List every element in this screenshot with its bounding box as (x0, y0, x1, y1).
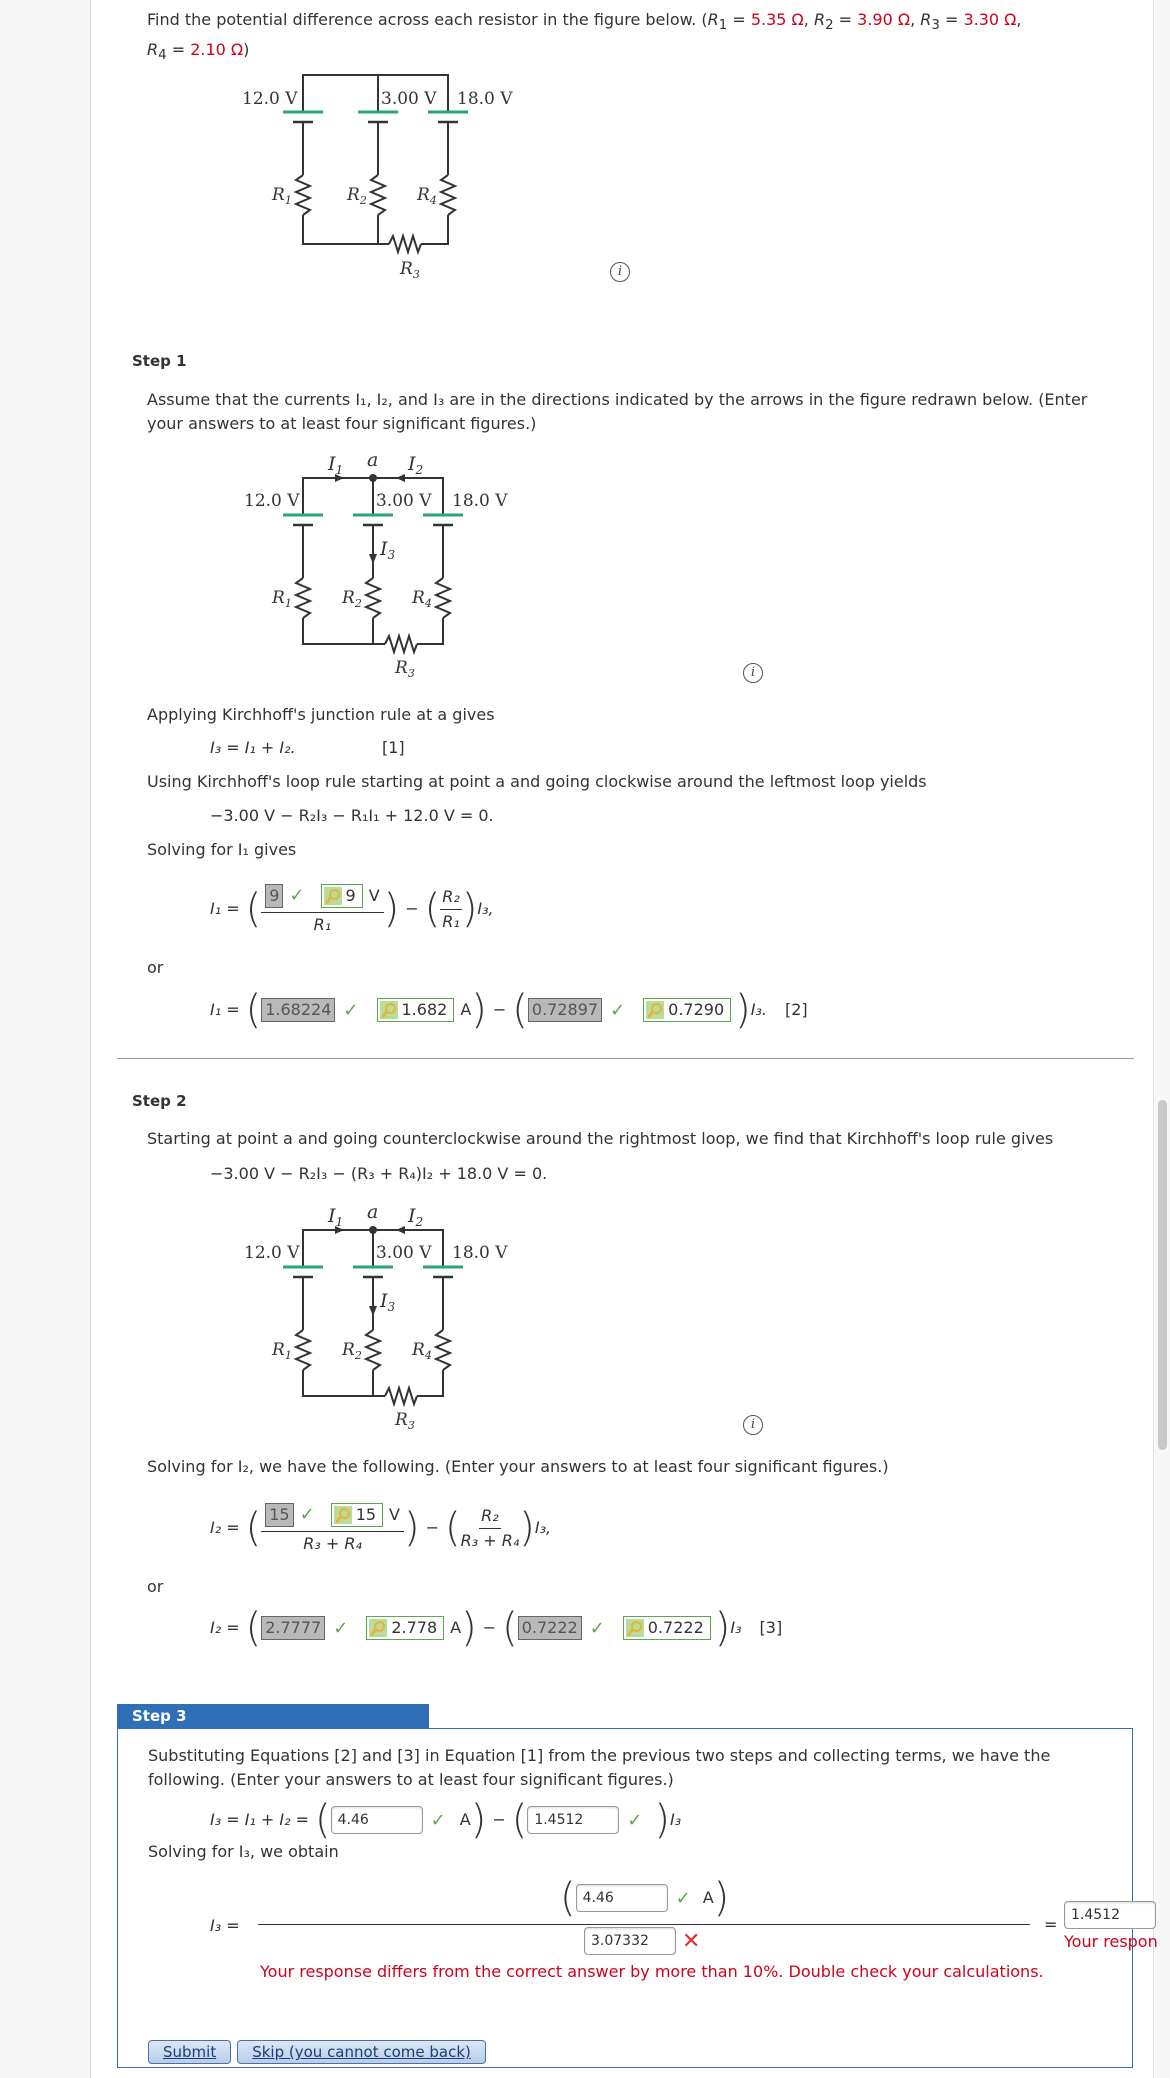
check-icon: ✓ (299, 1504, 315, 1525)
answer-key-15: 15 (331, 1503, 383, 1527)
battery-label-3v: 3.00 V (376, 1243, 432, 1263)
i1-lhs: I₁ = (210, 899, 240, 918)
loop-text: Using Kirchhoff's loop rule starting at point a and going clockwise around the leftmost loop yields (147, 772, 927, 791)
answer-key-0.7222: 0.7222 (623, 1616, 711, 1640)
r2-label: R (813, 10, 826, 29)
content-border-right (1153, 0, 1154, 2078)
current-label-i2: $I_2$ (408, 1205, 424, 1229)
check-icon: ✓ (430, 1809, 446, 1831)
answer-gray-15: 15 (265, 1503, 293, 1527)
r4-value: 2.10 Ω (190, 40, 244, 60)
r1-value: 5.35 Ω (750, 10, 804, 29)
skip-button[interactable]: Skip (you cannot come back) (237, 2040, 486, 2064)
resistor-label-r4: $R_4$ (412, 588, 432, 610)
resistor-label-r1: $R_1$ (272, 185, 292, 207)
battery-label-3v: 3.00 V (381, 89, 437, 109)
scrollbar-thumb[interactable] (1158, 1100, 1167, 1450)
junction-text: Applying Kirchhoff's junction rule at a gives (147, 705, 495, 724)
check-icon: ✓ (610, 999, 626, 1021)
answer-input-2[interactable]: 1.4512 (527, 1806, 619, 1834)
circuit-figure-1 (235, 70, 520, 280)
i2-equation: I₂ = ( 15 ✓ 15 V R₃ + R₄ ) − ( $\frac{\text{R₂}}{\text{R₃ + R₄}}$ ) I₃, (210, 1492, 551, 1564)
i1-tail: I₃, (477, 899, 494, 918)
solving-i1-text: Solving for I₁ gives (147, 840, 297, 859)
denominator-input[interactable]: 3.07332 (584, 1927, 676, 1955)
r3-value: 3.30 Ω (963, 10, 1017, 29)
answer-key-1.682: 1.682 (377, 998, 455, 1022)
resistor-label-r2: $R_2$ (342, 588, 362, 610)
r4-sub: 4 (158, 48, 167, 64)
solving-i2-text: Solving for I₂, we have the following. (Enter your answers to at least four significant figures.) (147, 1457, 889, 1476)
equation-3-ref: [3] (759, 1618, 783, 1637)
battery-label-12v: 12.0 V (244, 491, 300, 511)
action-buttons (148, 2040, 486, 2064)
circuit-figure-2 (235, 448, 520, 678)
or-text: or (147, 958, 164, 977)
step3-label: Step 3 (117, 1704, 429, 1728)
equation-1-ref: [1] (382, 738, 405, 757)
loop-equation: −3.00 V − R₂I₃ − R₁I₁ + 12.0 V = 0. (210, 806, 494, 825)
current-label-i3: $I_3$ (380, 538, 396, 562)
i3-lhs: I₃ = (210, 1916, 240, 1935)
step-divider (117, 1058, 1134, 1059)
key-icon (646, 1001, 664, 1019)
key-icon (324, 887, 342, 905)
r3-sub: 3 (931, 18, 940, 34)
step3-intro: Substituting Equations [2] and [3] in Equation [1] from the previous two steps and collecting terms, we have the following. (Enter your answers to at least four significant figures.) (148, 1746, 1051, 1789)
problem-prefix: Find the potential difference across each resistor in the figure below. ( (147, 10, 708, 29)
r1-sub: 1 (718, 18, 728, 34)
info-icon[interactable]: i (743, 1415, 763, 1435)
battery-label-18v: 18.0 V (452, 1243, 508, 1263)
circuit-figure-3 (235, 1200, 520, 1430)
r1-label: R (707, 10, 719, 29)
i3-denominator (584, 1927, 700, 1955)
right-gutter (1155, 0, 1170, 2078)
answer-key-9: 9 (321, 884, 363, 908)
check-icon: ✓ (627, 1809, 643, 1831)
answer-gray-1.68224: 1.68224 (261, 998, 335, 1022)
result-input[interactable]: 1.4512 (1064, 1901, 1156, 1929)
key-icon (626, 1619, 644, 1637)
answer-gray-2.7777: 2.7777 (261, 1616, 325, 1640)
step1-label: Step 1 (132, 352, 187, 370)
info-icon[interactable]: i (743, 663, 763, 683)
r2-value: 3.90 Ω (857, 10, 911, 29)
check-icon: ✓ (343, 999, 359, 1021)
i2-numeric-equation: I₂ = ( 2.7777 ✓ 2.778 A ) − ( 0.7222 ✓ 0.7222 ) I₃ [3] (210, 1605, 783, 1651)
equals-sign: = (1044, 1915, 1058, 1934)
step2-label: Step 2 (132, 1092, 187, 1110)
x-icon: ✕ (682, 1928, 701, 1954)
i2-fraction: 15 ✓ 15 V R₃ + R₄ (261, 1501, 404, 1556)
current-label-i1: $I_1$ (328, 1205, 344, 1229)
content-border-left (90, 0, 91, 2078)
i3-sum-equation: I₃ = I₁ + I₂ = ( 4.46 ✓ A ) − ( 1.4512 ✓ ) I₃ (210, 1797, 682, 1843)
resistor-label-r3: $R_3$ (400, 259, 420, 280)
resistor-label-r1: $R_1$ (272, 1340, 292, 1362)
i1-fraction (261, 882, 383, 937)
battery-label-18v: 18.0 V (452, 491, 508, 511)
battery-label-12v: 12.0 V (242, 89, 298, 109)
resistor-label-r2: $R_2$ (347, 185, 367, 207)
solving-i3-text: Solving for I₃, we obtain (148, 1842, 339, 1861)
r3-label: R (920, 10, 932, 29)
resistor-label-r3: $R_3$ (395, 658, 415, 678)
fraction-bar (258, 1924, 1030, 1925)
problem-suffix: ) (243, 40, 250, 60)
i1-numeric-equation: I₁ = ( 1.68224 ✓ 1.682 A ) − ( 0.72897 ✓ 0.7290 ) I₃. [2] (210, 987, 808, 1033)
current-label-i3: $I_3$ (380, 1290, 396, 1314)
step1-intro: Assume that the currents I₁, I₂, and I₃ are in the directions indicated by the arrows in the figure redrawn below. (Enter your answers to at least four significant figures.) (147, 390, 1088, 433)
or-text: or (147, 1577, 164, 1596)
check-icon: ✓ (589, 1617, 605, 1639)
i1-denominator: R₁ (313, 914, 332, 934)
node-label-a: a (367, 449, 379, 471)
unit-v: V (368, 885, 380, 905)
i1-equation: I₁ = ( 9 ✓ 9 V R₁ ) − ( $\frac{\text{R₂}}{\text{R₁}}$ ) I₃, (210, 874, 494, 944)
resistor-label-r3: $R_3$ (395, 1410, 415, 1430)
your-response-label: Your respon (1064, 1932, 1158, 1951)
key-icon (380, 1001, 398, 1019)
resistor-label-r4: $R_4$ (412, 1340, 432, 1362)
key-icon (369, 1619, 387, 1637)
check-icon: ✓ (675, 1887, 691, 1909)
i3-sum-lhs: I₃ = I₁ + I₂ = (210, 1810, 310, 1829)
r2-over-r1: $\frac{\text{R₂}}{\text{R₁}}$ (442, 886, 460, 931)
key-icon (334, 1506, 352, 1524)
resistor-label-r4: $R_4$ (417, 185, 437, 207)
battery-label-12v: 12.0 V (244, 1243, 300, 1263)
step2-loop-equation: −3.00 V − R₂I₃ − (R₃ + R₄)I₂ + 18.0 V = 0. (210, 1164, 548, 1183)
answer-input-1[interactable]: 4.46 (331, 1806, 423, 1834)
i3-numerator: ( 4.46 ✓ A ) (560, 1875, 730, 1921)
problem-statement: Find the potential difference across each resistor in the figure below. ($R_1 = 5.35$ Ω, $R_2 = 3.90$ Ω, $R_3 = 3.30$ Ω, $R_4 = 2.10$ Ω) (147, 10, 1022, 64)
left-gutter (0, 0, 90, 2078)
check-icon: ✓ (333, 1617, 349, 1639)
equation-2-ref: [2] (784, 1000, 808, 1019)
resistor-label-r2: $R_2$ (342, 1340, 362, 1362)
node-label-a: a (367, 1201, 379, 1223)
submit-button[interactable]: Submit (148, 2040, 231, 2064)
answer-gray-9: 9 (265, 884, 283, 908)
answer-gray-0.72897: 0.72897 (528, 998, 602, 1022)
current-label-i1: $I_1$ (328, 453, 344, 477)
battery-label-18v: 18.0 V (457, 89, 513, 109)
resistor-label-r1: $R_1$ (272, 588, 292, 610)
step2-intro: Starting at point a and going counterclockwise around the rightmost loop, we find that Kirchhoff's loop rule gives (147, 1129, 1054, 1148)
numerator-input[interactable]: 4.46 (576, 1884, 668, 1912)
i2-denominator: R₃ + R₄ (303, 1533, 362, 1553)
r2-sub: 2 (825, 18, 834, 34)
battery-label-3v: 3.00 V (376, 491, 432, 511)
answer-key-0.7290: 0.7290 (643, 998, 731, 1022)
equation-1: I₃ = I₁ + I₂. (210, 738, 296, 757)
info-icon[interactable]: i (610, 262, 630, 282)
check-icon: ✓ (289, 885, 305, 906)
error-message: Your response differs from the correct answer by more than 10%. Double check your calculations. (260, 1962, 1044, 1981)
r4-label: R (147, 40, 159, 60)
current-label-i2: $I_2$ (408, 453, 424, 477)
r2-over-r3r4: $\frac{\text{R₂}}{\text{R₃ + R₄}}$ (460, 1505, 520, 1550)
answer-gray-0.7222: 0.7222 (518, 1616, 582, 1640)
answer-key-2.778: 2.778 (366, 1616, 444, 1640)
